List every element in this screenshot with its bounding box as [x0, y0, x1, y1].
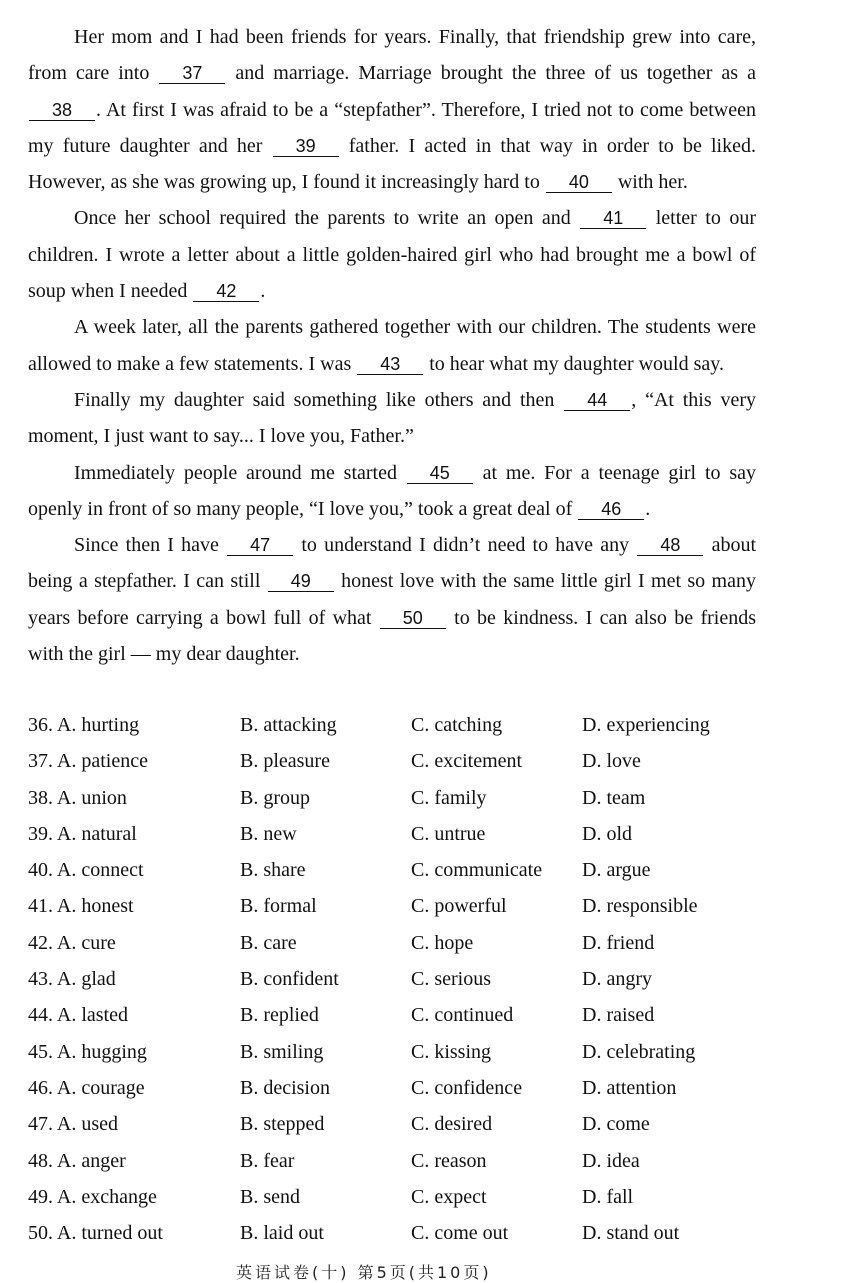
option-41-a: 41. A. honest	[28, 895, 134, 918]
passage-text: to understand I didn’t need to have any	[294, 534, 637, 557]
blank-37: 37	[159, 64, 225, 84]
passage-text: A week later, all the parents gathered together with our children. The students were allowed to make a few statements. I was	[28, 316, 756, 375]
option-50-d: D. stand out	[582, 1222, 680, 1245]
option-row-36	[28, 707, 828, 743]
option-row-39	[28, 816, 828, 852]
passage-text: Once her school required the parents to write an open and	[74, 207, 580, 230]
option-39-c: C. untrue	[411, 822, 486, 845]
option-37-c: C. excitement	[411, 750, 523, 773]
option-45-a: 45. A. hugging	[28, 1040, 147, 1063]
option-row-38	[28, 780, 828, 816]
blank-48: 48	[637, 536, 703, 556]
option-47-d: D. come	[582, 1113, 650, 1136]
option-42-d: D. friend	[582, 931, 655, 954]
option-44-c: C. continued	[411, 1004, 514, 1027]
blank-39: 39	[273, 137, 339, 157]
option-row-37	[28, 743, 828, 779]
option-41-b: B. formal	[240, 895, 317, 918]
option-38-d: D. team	[582, 786, 646, 809]
option-row-50	[28, 1215, 828, 1251]
paragraph-3	[28, 309, 756, 382]
passage-text: about being a stepfather. I can still	[28, 534, 757, 593]
option-48-c: C. reason	[411, 1149, 487, 1172]
passage-text: Her mom and I had been friends for years. Finally, that friendship grew into care, from care into	[28, 26, 756, 85]
option-46-a: 46. A. courage	[28, 1076, 145, 1099]
option-40-a: 40. A. connect	[28, 859, 144, 882]
option-50-a: 50. A. turned out	[28, 1222, 163, 1245]
option-38-b: B. group	[240, 786, 310, 809]
passage-text: .	[645, 497, 651, 520]
option-47-c: C. desired	[411, 1113, 493, 1136]
option-37-a: 37. A. patience	[28, 750, 148, 773]
option-row-41	[28, 888, 828, 924]
option-39-d: D. old	[582, 822, 632, 845]
option-43-d: D. angry	[582, 968, 652, 991]
passage-text: , “At this very moment, I just want to say... I love you, Father.”	[28, 388, 757, 448]
option-50-c: C. come out	[411, 1222, 509, 1245]
passage-text: with her.	[612, 171, 688, 194]
option-42-c: C. hope	[411, 931, 474, 954]
option-49-a: 49. A. exchange	[28, 1185, 157, 1208]
option-46-c: C. confidence	[411, 1076, 523, 1099]
option-36-d: D. experiencing	[582, 714, 710, 736]
option-43-c: C. serious	[411, 968, 491, 991]
blank-46: 46	[578, 500, 644, 520]
option-49-d: D. fall	[582, 1185, 634, 1208]
option-49-c: C. expect	[411, 1185, 487, 1208]
answer-options	[28, 707, 828, 1251]
passage-text: at me. For a teenage girl to say openly in front of so many people, “I love you,” took a great deal of	[28, 461, 756, 520]
passage-text: Immediately people around me started	[74, 461, 406, 484]
paragraph-6	[28, 527, 756, 672]
option-39-a: 39. A. natural	[28, 822, 137, 845]
option-36-a: 36. A. hurting	[28, 714, 140, 736]
paragraph-2	[28, 200, 756, 309]
option-50-b: B. laid out	[240, 1222, 324, 1245]
option-45-b: B. smiling	[240, 1040, 324, 1063]
option-41-c: C. powerful	[411, 895, 507, 918]
blank-40: 40	[546, 173, 612, 193]
option-48-a: 48. A. anger	[28, 1149, 126, 1172]
passage-text: honest love with the same little girl I met so many years before carrying a bowl full of what	[28, 570, 756, 629]
option-44-b: B. replied	[240, 1004, 319, 1027]
option-40-d: D. argue	[582, 859, 651, 882]
option-row-46	[28, 1070, 828, 1106]
page-footer: 英语试卷(十) 第5页(共10页)	[236, 1263, 492, 1282]
blank-43: 43	[357, 355, 423, 375]
paragraph-5	[28, 455, 756, 528]
option-46-b: B. decision	[240, 1076, 330, 1099]
paragraph-1	[28, 19, 756, 200]
passage-text: and marriage. Marriage brought the three of us together as a	[226, 62, 756, 85]
option-37-b: B. pleasure	[240, 750, 330, 773]
passage-text: letter to our children. I wrote a letter about a little golden-haired girl who had brought me a bowl of soup when I needed	[28, 207, 756, 303]
option-43-b: B. confident	[240, 968, 339, 991]
blank-50: 50	[380, 609, 446, 629]
option-42-b: B. care	[240, 931, 297, 954]
option-44-d: D. raised	[582, 1004, 655, 1027]
option-41-d: D. responsible	[582, 895, 698, 918]
option-row-43	[28, 961, 828, 997]
cloze-passage	[28, 19, 756, 672]
option-38-c: C. family	[411, 786, 487, 809]
passage-text: . At first I was afraid to be a “stepfather”. Therefore, I tried not to come between my future daughter and her	[28, 98, 756, 157]
option-45-c: C. kissing	[411, 1040, 492, 1063]
option-46-d: D. attention	[582, 1076, 677, 1099]
option-42-a: 42. A. cure	[28, 931, 116, 954]
option-47-a: 47. A. used	[28, 1113, 118, 1136]
option-row-42	[28, 925, 828, 961]
option-38-a: 38. A. union	[28, 786, 127, 809]
option-row-44	[28, 997, 828, 1033]
option-36-c: C. catching	[411, 714, 503, 736]
blank-41: 41	[580, 209, 646, 229]
blank-47: 47	[227, 536, 293, 556]
option-45-d: D. celebrating	[582, 1040, 696, 1063]
blank-44: 44	[564, 391, 630, 411]
option-43-a: 43. A. glad	[28, 968, 116, 991]
option-48-b: B. fear	[240, 1149, 295, 1172]
option-row-49	[28, 1179, 828, 1215]
option-row-45	[28, 1034, 828, 1070]
option-row-48	[28, 1143, 828, 1179]
option-40-c: C. communicate	[411, 859, 543, 882]
passage-text: .	[260, 280, 266, 303]
passage-text: Finally my daughter said something like others and then	[74, 388, 564, 411]
option-37-d: D. love	[582, 750, 641, 773]
passage-text: to hear what my daughter would say.	[424, 352, 724, 375]
blank-49: 49	[268, 572, 334, 592]
blank-42: 42	[193, 282, 259, 302]
option-row-40	[28, 852, 828, 888]
option-36-b: B. attacking	[240, 714, 337, 736]
option-47-b: B. stepped	[240, 1113, 325, 1136]
option-40-b: B. share	[240, 859, 306, 882]
option-row-47	[28, 1106, 828, 1142]
option-49-b: B. send	[240, 1185, 300, 1208]
passage-text: father. I acted in that way in order to be liked. However, as she was growing up, I found it increasingly hard to	[28, 134, 756, 194]
blank-45: 45	[407, 464, 473, 484]
option-44-a: 44. A. lasted	[28, 1004, 128, 1027]
passage-text: Since then I have	[74, 534, 227, 557]
option-48-d: D. idea	[582, 1149, 640, 1172]
paragraph-4	[28, 382, 756, 455]
option-39-b: B. new	[240, 822, 297, 845]
blank-38: 38	[29, 101, 95, 121]
passage-text: to be kindness. I can also be friends with the girl — my dear daughter.	[28, 606, 757, 666]
